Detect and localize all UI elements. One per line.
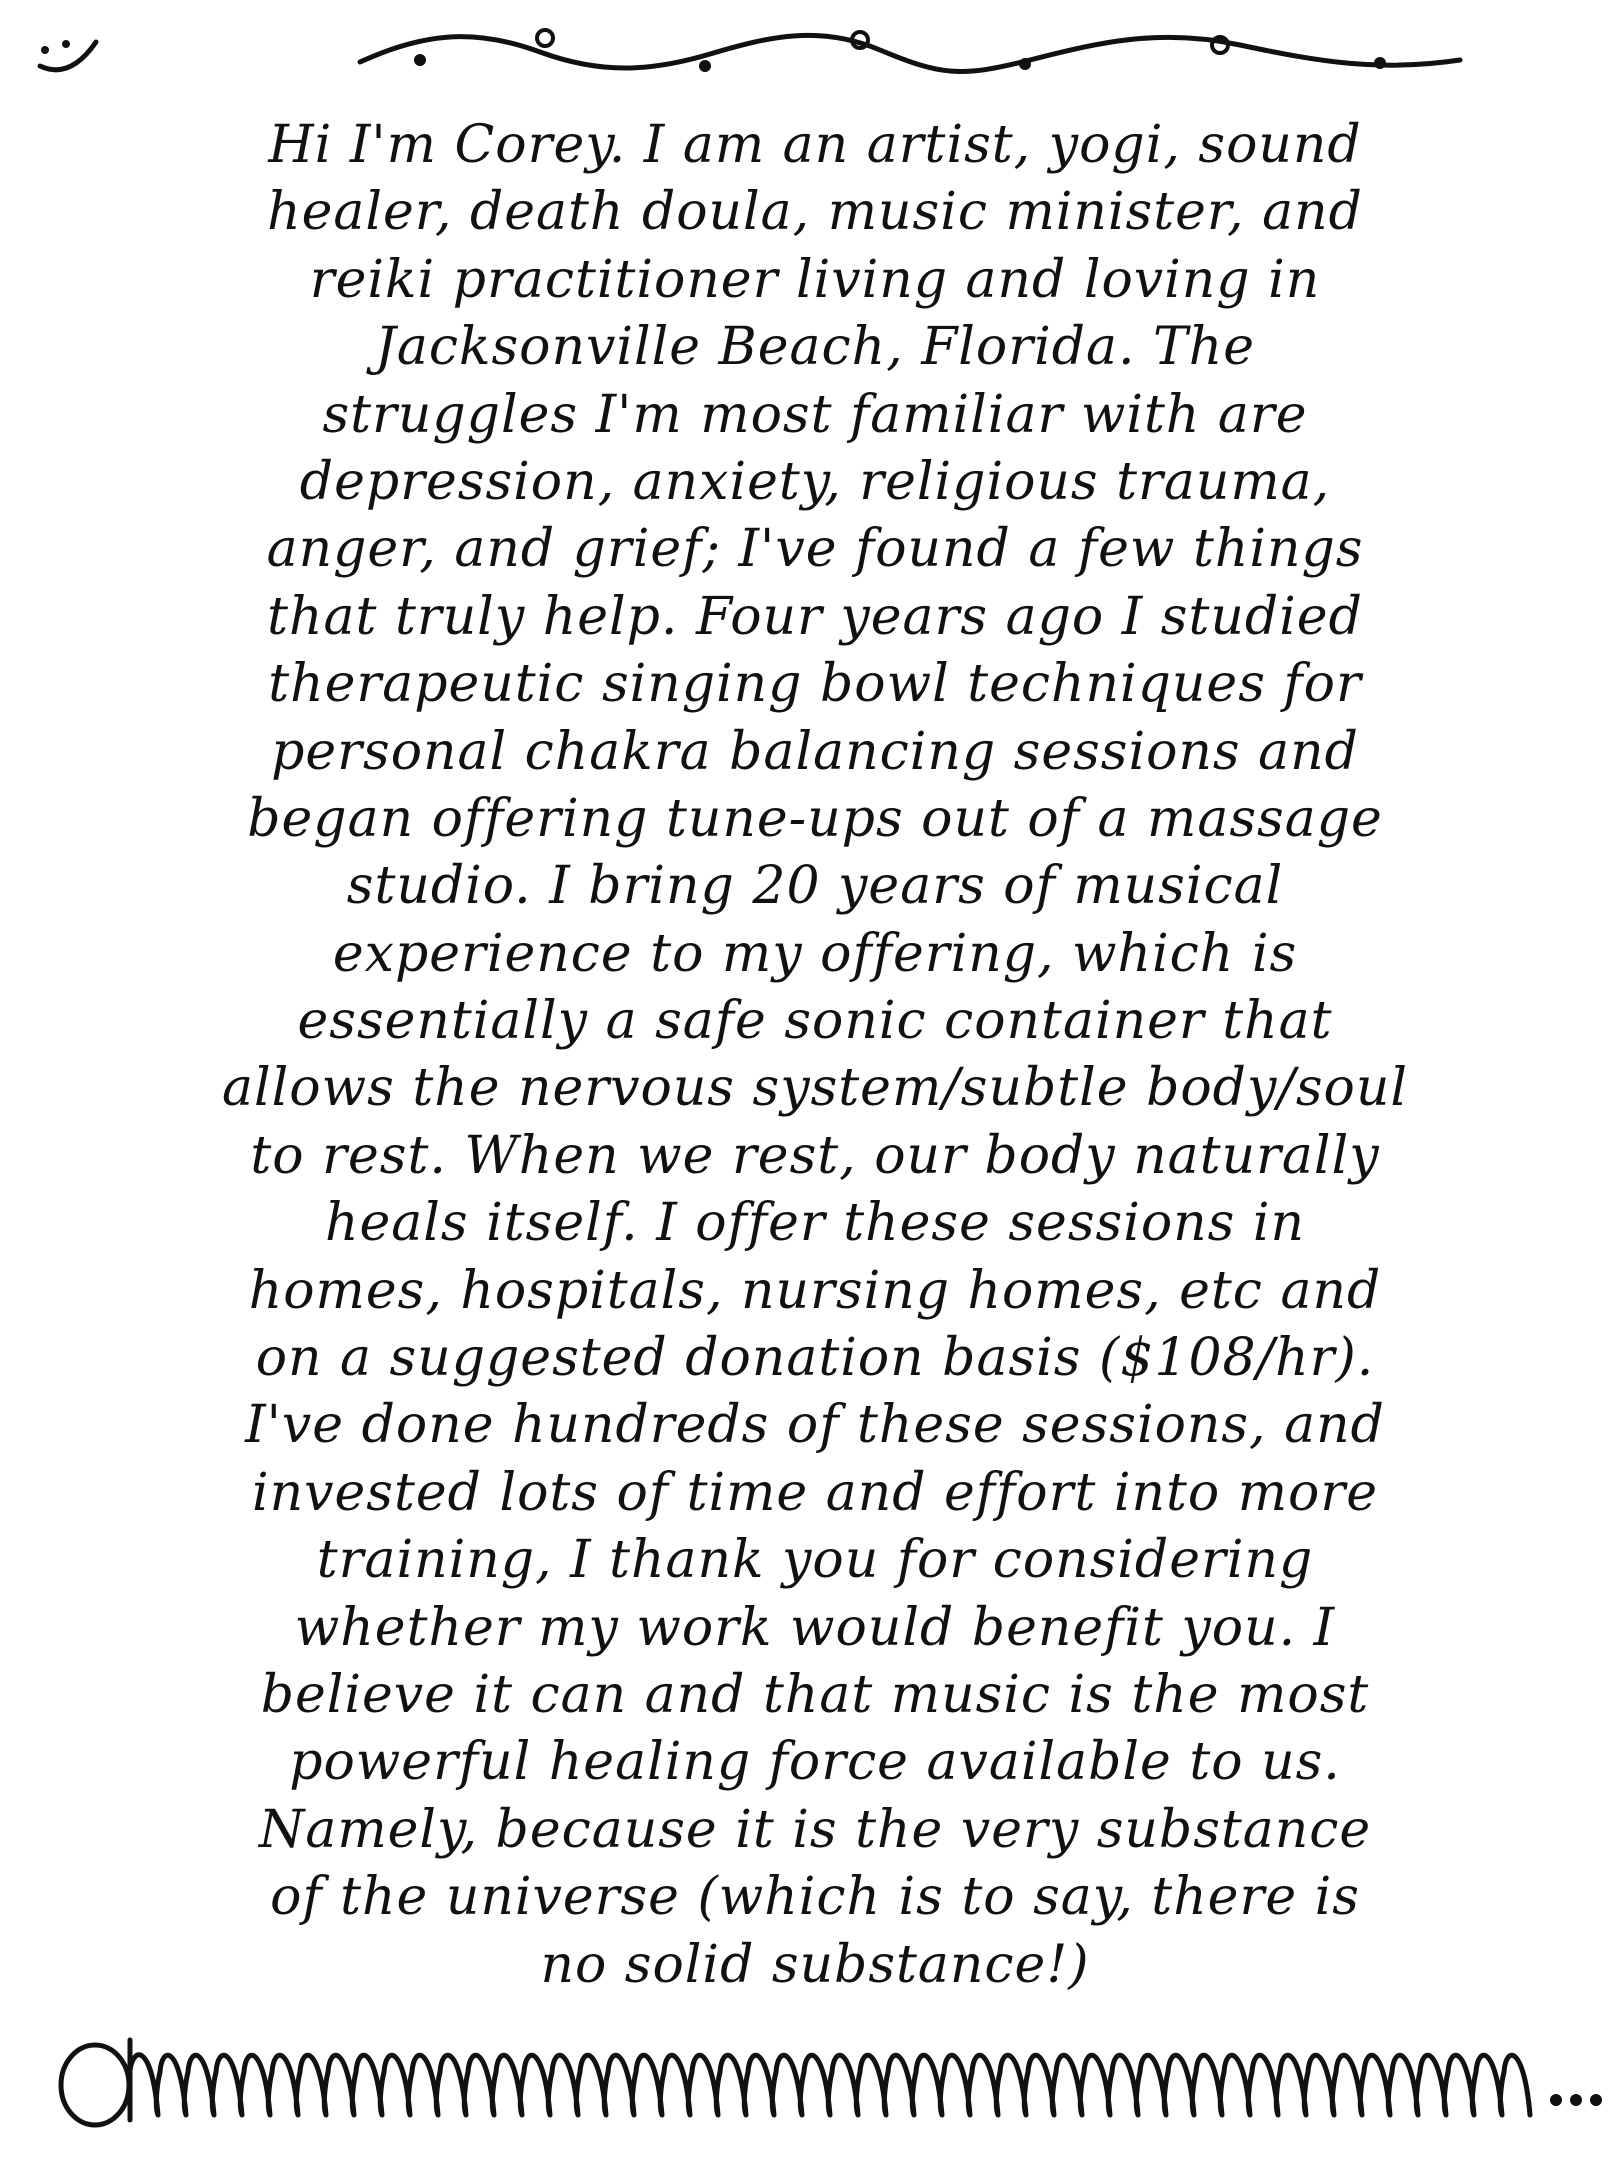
letter-line: I've done hundreds of these sessions, and <box>245 1395 1385 1456</box>
letter-line: healer, death doula, music minister, and <box>267 182 1363 243</box>
letter-line: Jacksonville Beach, Florida. The <box>375 317 1255 378</box>
letter-body <box>120 112 1510 1999</box>
letter-line: whether my work would benefit you. I <box>294 1597 1336 1658</box>
letter-line: reiki practitioner living and loving in <box>309 249 1321 310</box>
letter-line: on a suggested donation basis ($108/hr). <box>255 1328 1375 1389</box>
letter-line: studio. I bring 20 years of musical <box>346 856 1284 917</box>
letter-line: essentially a safe sonic container that <box>297 991 1333 1052</box>
letter-line: that truly help. Four years ago I studied <box>267 586 1363 647</box>
letter-line: anger, and grief; I've found a few things <box>266 519 1364 580</box>
bottom-decoration <box>0 2010 1620 2140</box>
letter-line: depression, anxiety, religious trauma, <box>299 451 1331 512</box>
letter-line: personal chakra balancing sessions and <box>271 721 1359 782</box>
letter-line: invested lots of time and effort into more <box>252 1462 1378 1523</box>
letter-line: training, I thank you for considering <box>316 1530 1314 1591</box>
letter-line: no solid substance!) <box>540 1934 1090 1995</box>
letter-line: homes, hospitals, nursing homes, etc and <box>248 1260 1382 1321</box>
letter-line: therapeutic singing bowl techniques for <box>268 654 1362 715</box>
letter-line: began offering tune-ups out of a massage <box>247 788 1383 849</box>
letter-line: Namely, because it is the very substance <box>258 1799 1372 1860</box>
om-scribble-line <box>61 2040 1530 2125</box>
letter-line: to rest. When we rest, our body naturally <box>250 1125 1380 1186</box>
top-decoration <box>0 0 1620 110</box>
wavy-dot-border <box>360 30 1460 72</box>
letter-line: heals itself. I offer these sessions in <box>325 1193 1305 1254</box>
letter-line: of the universe (which is to say, there is <box>270 1867 1360 1928</box>
letter-line: believe it can and that music is the most <box>260 1664 1370 1725</box>
letter-line: struggles I'm most familiar with are <box>322 384 1308 445</box>
ellipsis-dots <box>1550 2094 1602 2106</box>
smiley-face-icon <box>40 40 96 70</box>
letter-line: Hi I'm Corey. I am an artist, yogi, sound <box>268 115 1362 175</box>
letter-line: powerful healing force available to us. <box>289 1732 1341 1793</box>
letter-line: experience to my offering, which is <box>332 923 1298 984</box>
letter-line: allows the nervous system/subtle body/soul <box>222 1058 1408 1119</box>
